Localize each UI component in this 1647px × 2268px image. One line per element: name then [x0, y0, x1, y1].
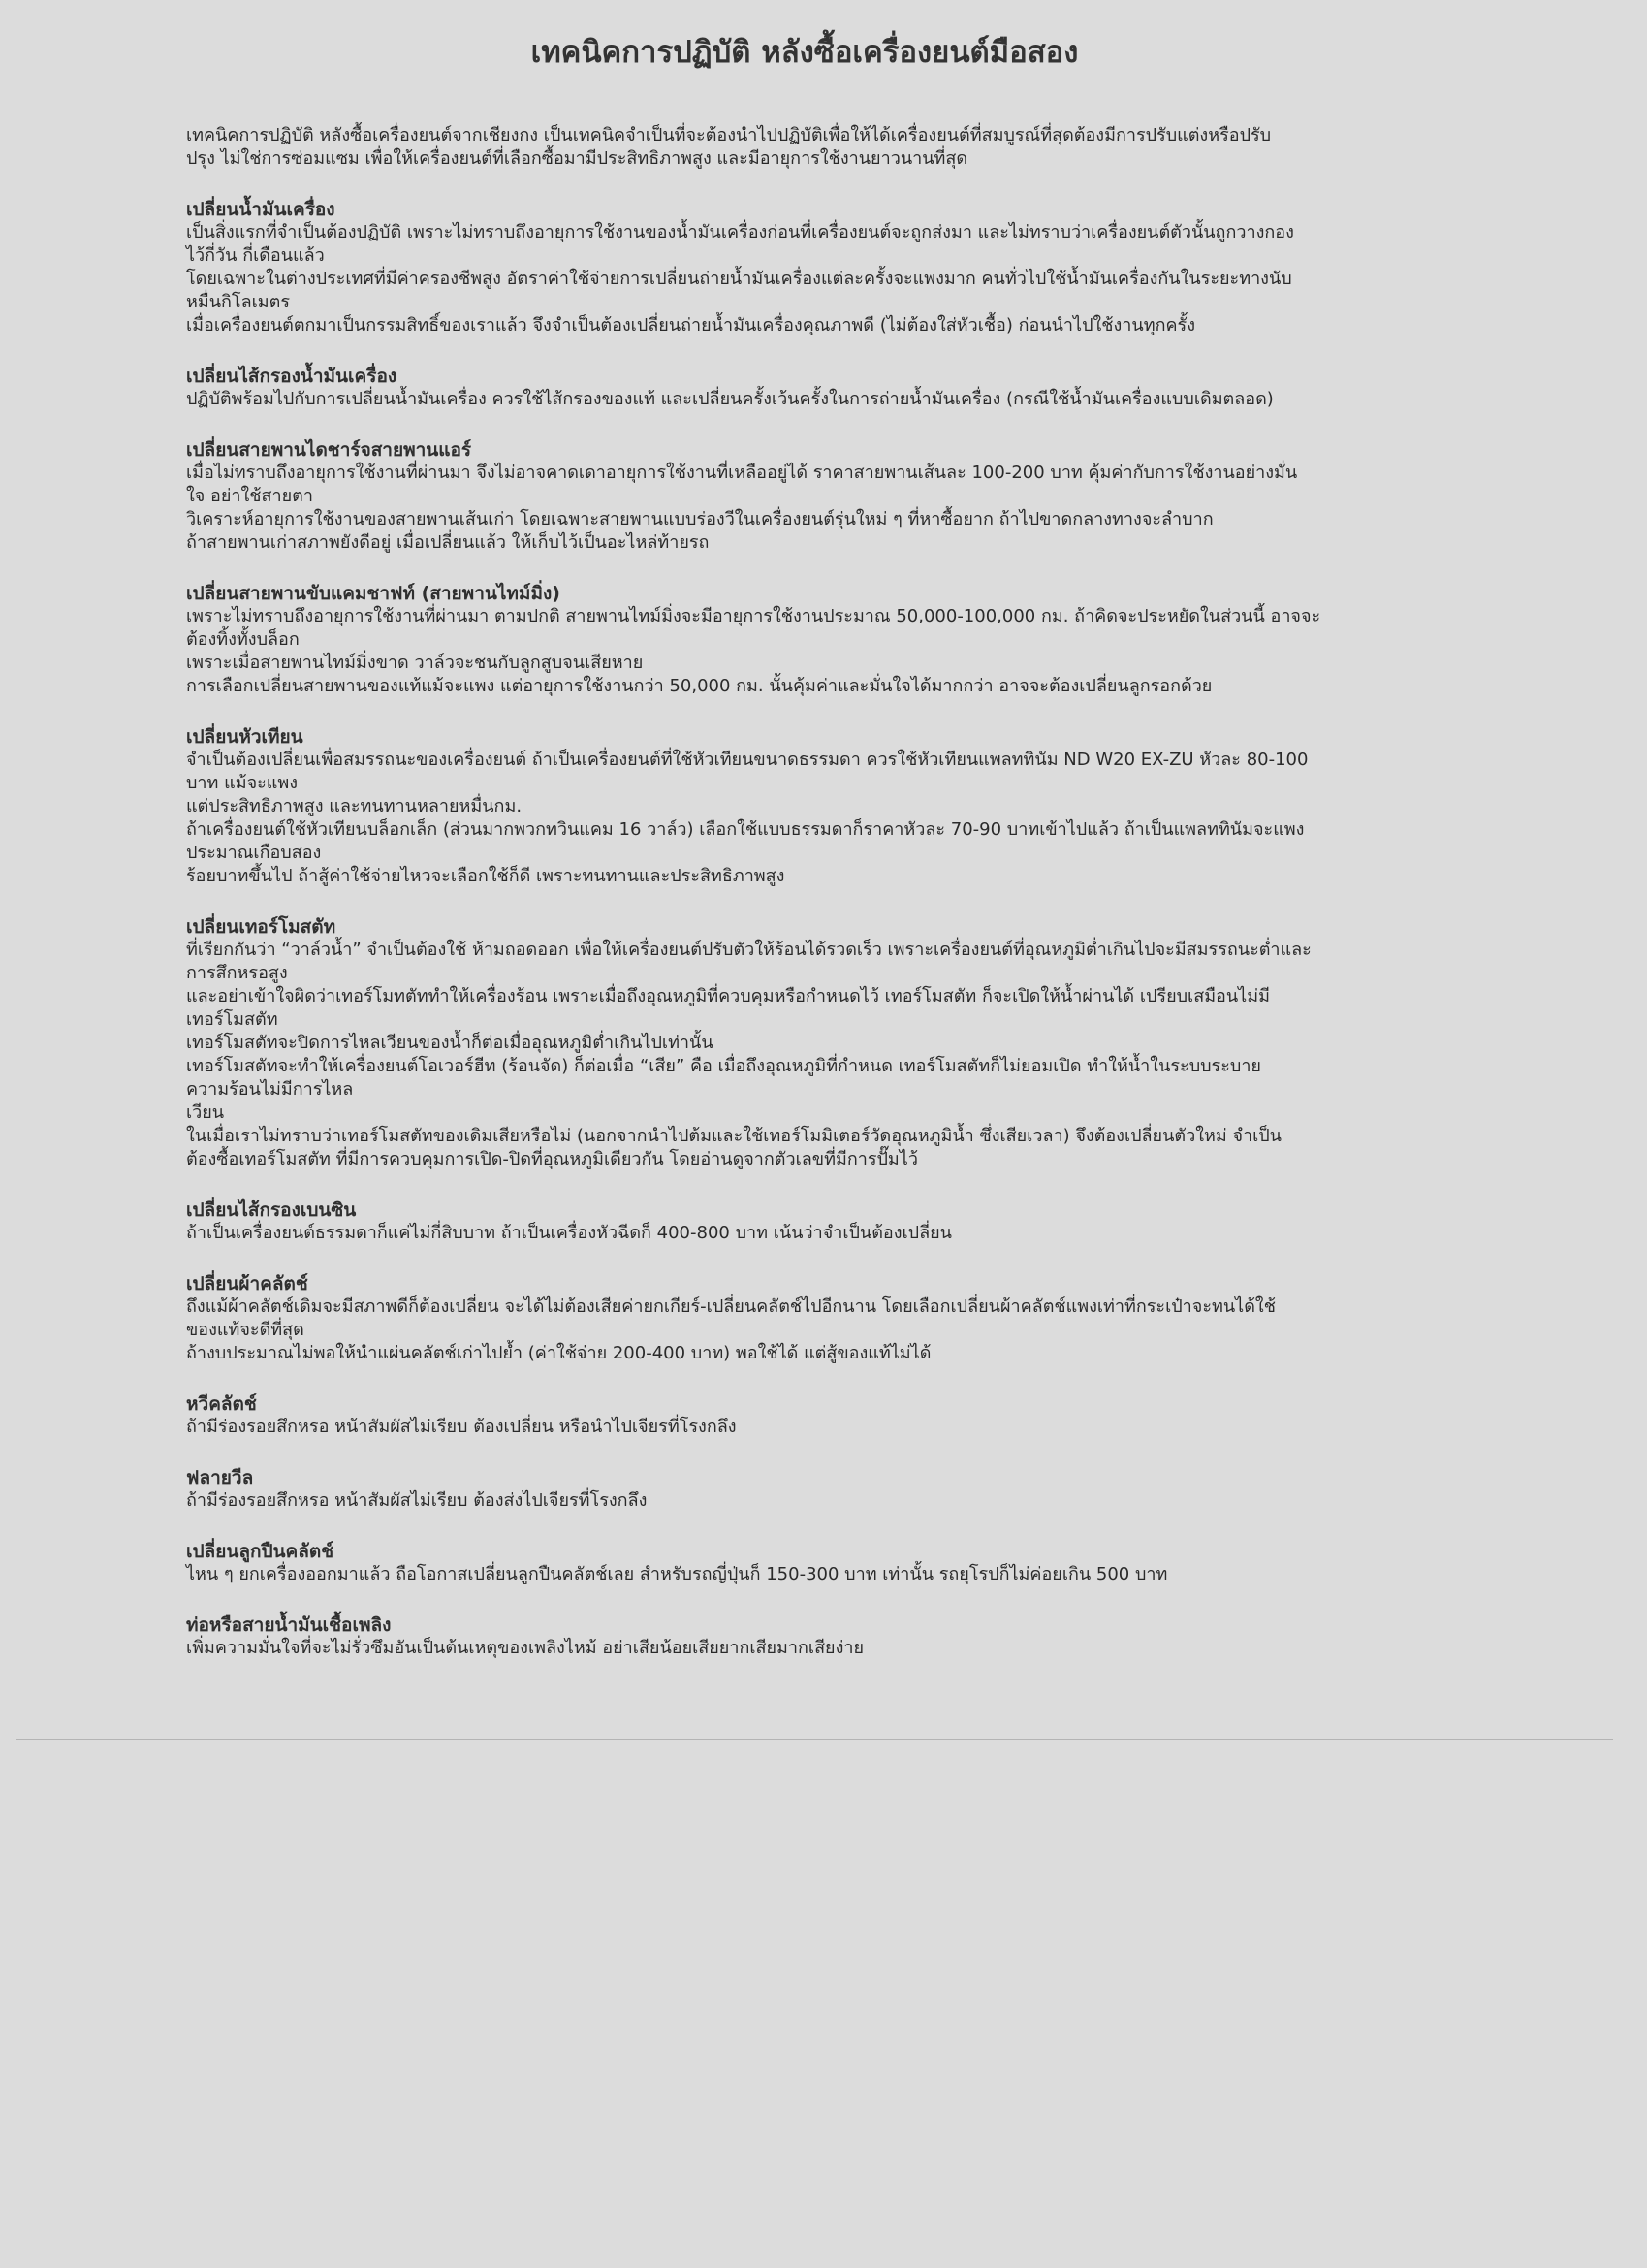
section-text-line: ถ้ามีร่องรอยสึกหรอ หน้าสัมผัสไม่เรียบ ต้องส่งไปเจียรที่โรงกลึง	[186, 1490, 648, 1511]
section	[186, 438, 1432, 555]
intro-line: เทคนิคการปฏิบัติ หลังซื้อเครื่องยนต์จากเชียงกง เป็นเทคนิคจำเป็นที่จะต้องนำไปปฏิบัติเพื่อให้ได้เครื่องยนต์ที่สมบูรณ์ที่สุดต้องมีการปรับแต่งหรือปรับ	[186, 125, 1272, 145]
section-text-line: ถ้าเป็นเครื่องยนต์ธรรมดาก็แค่ไม่กี่สิบบาท ถ้าเป็นเครื่องหัวฉีดก็ 400-800 บาท เน้นว่าจำเป็นต้องเปลี่ยน	[186, 1223, 952, 1243]
intro-paragraph	[186, 124, 1432, 171]
section-text-line: ถ้างบประมาณไม่พอให้นำแผ่นคลัตช์เก่าไปย้ำ (ค่าใช้จ่าย 200-400 บาท) พอใช้ได้ แต่สู้ของแท้ไม่ได้	[186, 1343, 932, 1363]
section-text-line: ร้อยบาทขึ้นไป ถ้าสู้ค่าใช้จ่ายไหวจะเลือกใช้ก็ดี เพราะทนทานและประสิทธิภาพสูง	[186, 866, 785, 886]
section-text-line: เทอร์โมสตัท	[186, 1009, 278, 1030]
section-text-line: หมื่นกิโลเมตร	[186, 292, 291, 312]
section-text-line: ไว้กี่วัน กี่เดือนแล้ว	[186, 245, 325, 266]
section	[186, 365, 1432, 411]
section-text-line: การเลือกเปลี่ยนสายพานของแท้แม้จะแพง แต่อายุการใช้งานกว่า 50,000 กม. นั้นคุ้มค่าและมั่นใจได้มากกว่า อาจจะต้องเปลี่ยนลูกรอกด้วย	[186, 676, 1213, 696]
section-text-line: ของแท้จะดีที่สุด	[186, 1320, 304, 1340]
sections-list	[186, 198, 1432, 1660]
section-text-line: เมื่อไม่ทราบถึงอายุการใช้งานที่ผ่านมา จึงไม่อาจคาดเดาอายุการใช้งานที่เหลืออยู่ได้ ราคาสายพานเส้นละ 100-200 บาท คุ้มค่ากับการใช้งานอย่างมั่น	[186, 463, 1298, 483]
section-text-line: จำเป็นต้องเปลี่ยนเพื่อสมรรถนะของเครื่องยนต์ ถ้าเป็นเครื่องยนต์ที่ใช้หัวเทียนขนาดธรรมดา ควรใช้หัวเทียนแพลททินัม ND W20 EX-ZU หัวละ 80-100	[186, 750, 1309, 770]
section-text-line: บาท แม้จะแพง	[186, 773, 299, 793]
section-text-line: แต่ประสิทธิภาพสูง และทนทานหลายหมื่นกม.	[186, 796, 523, 816]
intro-line: ปรุง ไม่ใช่การซ่อมแซม เพื่อให้เครื่องยนต์ที่เลือกซื้อมามีประสิทธิภาพสูง และมีอายุการใช้งานยาวนานที่สุด	[186, 148, 968, 169]
section-text-line: โดยเฉพาะในต่างประเทศที่มีค่าครองชีพสูง อัตราค่าใช้จ่ายการเปลี่ยนถ่ายน้ำมันเครื่องแต่ละครั้งจะแพงมาก คนทั่วไปใช้น้ำมันเครื่องกันในระยะทางนับ	[186, 269, 1292, 289]
section	[186, 1198, 1432, 1245]
section-heading: เปลี่ยนสายพานขับแคมชาฟท์ (สายพานไทม์มิ่ง)	[186, 583, 560, 604]
section-text-line: ถ้าเครื่องยนต์ใช้หัวเทียนบล็อกเล็ก (ส่วนมากพวกทวินแคม 16 วาล์ว) เลือกใช้แบบธรรมดาก็ราคาหัวละ 70-90 บาทเข้าไปแล้ว ถ้าเป็นแพลททินัมจะแพง	[186, 819, 1305, 840]
section	[186, 1540, 1432, 1586]
divider-line	[16, 1739, 1613, 1740]
section-text-line: เพิ่มความมั่นใจที่จะไม่รั่วซึมอันเป็นต้นเหตุของเพลิงไหม้ อย่าเสียน้อยเสียยากเสียมากเสียง่าย	[186, 1638, 865, 1658]
section-heading: เปลี่ยนเทอร์โมสตัท	[186, 916, 336, 938]
section-text-line: การสึกหรอสูง	[186, 963, 288, 983]
section-text-line: เทอร์โมสตัทจะปิดการไหลเวียนของน้ำก็ต่อเมื่ออุณหภูมิต่ำเกินไปเท่านั้น	[186, 1033, 713, 1053]
section-text-line: ความร้อนไม่มีการไหล	[186, 1079, 354, 1100]
section-text-line: ถ้ามีร่องรอยสึกหรอ หน้าสัมผัสไม่เรียบ ต้องเปลี่ยน หรือนำไปเจียรที่โรงกลึง	[186, 1417, 737, 1437]
section	[186, 725, 1432, 888]
section	[186, 582, 1432, 698]
section-text-line: ประมาณเกือบสอง	[186, 843, 322, 863]
section-heading: ท่อหรือสายน้ำมันเชื้อเพลิง	[186, 1614, 392, 1636]
section-heading: ฟลายวีล	[186, 1467, 254, 1488]
section-text-line: ไหน ๆ ยกเครื่องออกมาแล้ว ถือโอกาสเปลี่ยนลูกปืนคลัตช์เลย สำหรับรถญี่ปุ่นก็ 150-300 บาท เท่านั้น รถยุโรปก็ไม่ค่อยเกิน 500 บาท	[186, 1564, 1168, 1584]
document-body	[186, 124, 1432, 1687]
section-text-line: ถ้าสายพานเก่าสภาพยังดีอยู่ เมื่อเปลี่ยนแล้ว ให้เก็บไว้เป็นอะไหล่ท้ายรถ	[186, 532, 710, 553]
section-text-line: ใจ อย่าใช้สายตา	[186, 486, 313, 506]
section-text-line: เพราะเมื่อสายพานไทม์มิ่งขาด วาล์วจะชนกับลูกสูบจนเสียหาย	[186, 653, 644, 673]
section	[186, 198, 1432, 337]
section-text-line: ถึงแม้ผ้าคลัตช์เดิมจะมีสภาพดีก็ต้องเปลี่ยน จะได้ไม่ต้องเสียค่ายกเกียร์-เปลี่ยนคลัตช์ไปอีกนาน โดยเลือกเปลี่ยนผ้าคลัตช์แพงเท่าที่กระเป๋าจะทนได้ใช้	[186, 1296, 1276, 1317]
section-text-line: เพราะไม่ทราบถึงอายุการใช้งานที่ผ่านมา ตามปกติ สายพานไทม์มิ่งจะมีอายุการใช้งานประมาณ 50,000-100,000 กม. ถ้าคิดจะประหยัดในส่วนนี้ อาจจะ	[186, 606, 1321, 626]
section-heading: เปลี่ยนสายพานไดชาร์จสายพานแอร์	[186, 439, 472, 461]
section	[186, 1613, 1432, 1660]
section	[186, 915, 1432, 1171]
section-heading: เปลี่ยนไส้กรองเบนซิน	[186, 1199, 357, 1221]
section-text-line: ในเมื่อเราไม่ทราบว่าเทอร์โมสตัทของเดิมเสียหรือไม่ (นอกจากนำไปต้มและใช้เทอร์โมมิเตอร์วัดอุณหภูมิน้ำ ซึ่งเสียเวลา) จึงต้องเปลี่ยนตัวใหม่ จำเป็น	[186, 1126, 1282, 1146]
section-text-line: เวียน	[186, 1102, 225, 1123]
section-text-line: ต้องซื้อเทอร์โมสตัท ที่มีการควบคุมการเปิด-ปิดที่อุณหภูมิเดียวกัน โดยอ่านดูจากตัวเลขที่มีการปั๊มไว้	[186, 1149, 918, 1169]
section-text-line: และอย่าเข้าใจผิดว่าเทอร์โมทตัททำให้เครื่องร้อน เพราะเมื่อถึงอุณหภูมิที่ควบคุมหรือกำหนดไว้ เทอร์โมสตัท ก็จะเปิดให้น้ำผ่านได้ เปรียบเสมือนไม่มี	[186, 986, 1270, 1006]
section-text-line: เป็นสิ่งแรกที่จำเป็นต้องปฏิบัติ เพราะไม่ทราบถึงอายุการใช้งานของน้ำมันเครื่องก่อนที่เครื่องยนต์จะถูกส่งมา และไม่ทราบว่าเครื่องยนต์ตัวนั้นถูกวางกอง	[186, 222, 1294, 242]
section-text-line: ที่เรียกกันว่า “วาล์วน้ำ” จำเป็นต้องใช้ ห้ามถอดออก เพื่อให้เครื่องยนต์ปรับตัวให้ร้อนได้รวดเร็ว เพราะเครื่องยนต์ที่อุณหภูมิต่ำเกินไปจะมีสมรรถนะต่ำและ	[186, 940, 1312, 960]
page-title: เทคนิคการปฏิบัติ หลังซื้อเครื่องยนต์มือสอง	[530, 35, 1079, 70]
section-heading: เปลี่ยนน้ำมันเครื่อง	[186, 199, 335, 220]
section-text-line: วิเคราะห์อายุการใช้งานของสายพานเส้นเก่า โดยเฉพาะสายพานแบบร่องวีในเครื่องยนต์รุ่นใหม่ ๆ ที่หาซื้อยาก ถ้าไปขาดกลางทางจะลำบาก	[186, 509, 1214, 529]
section	[186, 1392, 1432, 1439]
section-heading: เปลี่ยนหัวเทียน	[186, 726, 303, 748]
section-text-line: ปฏิบัติพร้อมไปกับการเปลี่ยนน้ำมันเครื่อง ควรใช้ไส้กรองของแท้ และเปลี่ยนครั้งเว้นครั้งในการถ่ายน้ำมันเครื่อง (กรณีใช้น้ำมันเครื่องแบบเดิมตลอด)	[186, 389, 1274, 409]
section	[186, 1466, 1432, 1513]
section-text-line: ต้องทิ้งทั้งบล็อก	[186, 629, 300, 650]
section-heading: เปลี่ยนไส้กรองน้ำมันเครื่อง	[186, 366, 397, 387]
section-text-line: เทอร์โมสตัทจะทำให้เครื่องยนต์โอเวอร์ฮีท (ร้อนจัด) ก็ต่อเมื่อ “เสีย” คือ เมื่อถึงอุณหภูมิที่กำหนด เทอร์โมสตัทก็ไม่ยอมเปิด ทำให้น้ำในระบบระบาย	[186, 1056, 1261, 1076]
section-heading: เปลี่ยนผ้าคลัตช์	[186, 1273, 308, 1294]
section-heading: หวีคลัตช์	[186, 1393, 257, 1415]
section-heading: เปลี่ยนลูกปืนคลัตช์	[186, 1541, 334, 1562]
section-text-line: เมื่อเครื่องยนต์ตกมาเป็นกรรมสิทธิ์ของเราแล้ว จึงจำเป็นต้องเปลี่ยนถ่ายน้ำมันเครื่องคุณภาพดี (ไม่ต้องใส่หัวเชื้อ) ก่อนนำไปใช้งานทุกครั้ง	[186, 315, 1195, 335]
section	[186, 1272, 1432, 1365]
